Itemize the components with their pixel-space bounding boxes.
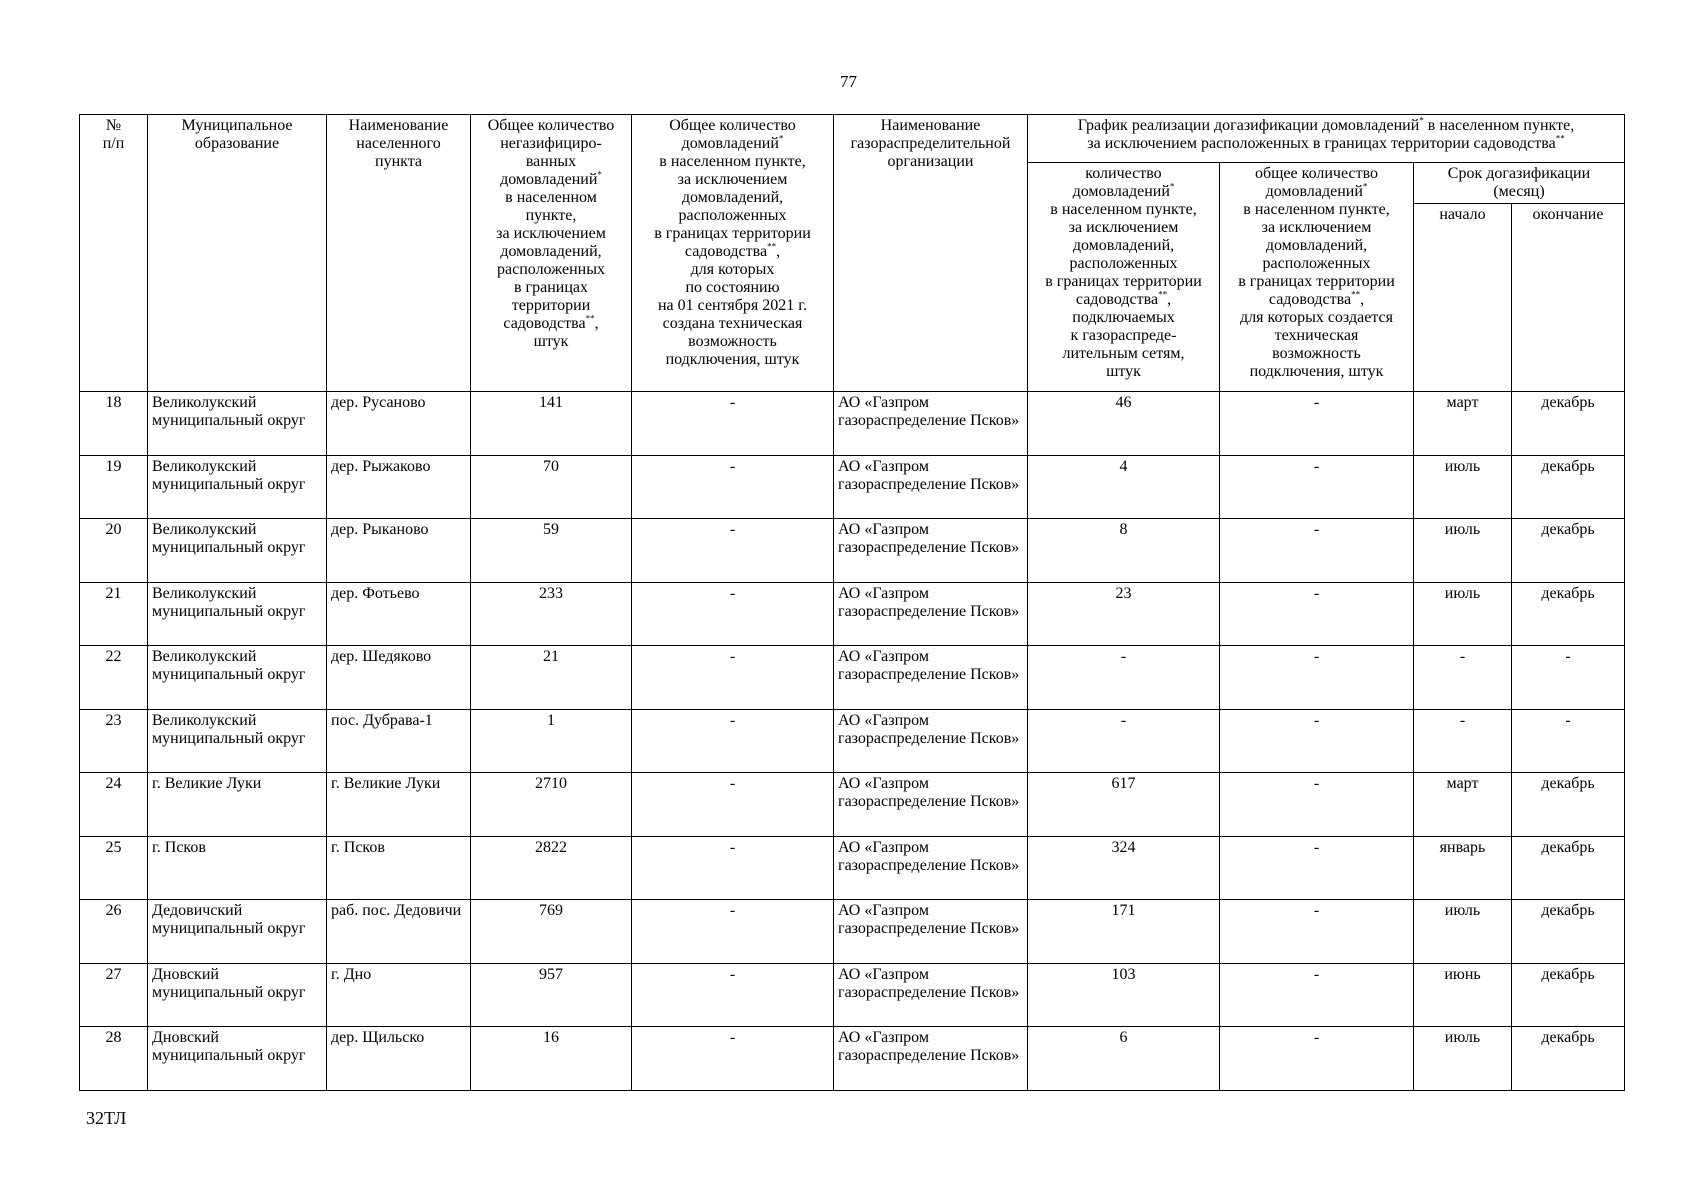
cell-start: июль bbox=[1414, 1027, 1512, 1091]
cell-num: 22 bbox=[80, 646, 148, 710]
cell-connected: - bbox=[1028, 646, 1220, 710]
gasification-schedule-table bbox=[79, 114, 1625, 1091]
cell-gdo: АО «Газпром газораспределение Псков» bbox=[834, 709, 1028, 773]
cell-total-nongas: 59 bbox=[471, 519, 632, 583]
cell-created: - bbox=[1220, 646, 1414, 710]
header-created: общее количество домовладений* в населенном пункте, за исключением домовладений, расположенных в границах территории садоводства**, для которых создается техническая возможность подключения, штук bbox=[1220, 163, 1414, 392]
cell-start: июль bbox=[1414, 519, 1512, 583]
cell-gdo: АО «Газпром газораспределение Псков» bbox=[834, 392, 1028, 456]
cell-municipality: Великолукский муниципальный округ bbox=[148, 709, 327, 773]
table-row bbox=[80, 773, 1625, 837]
cell-municipality: Великолукский муниципальный округ bbox=[148, 392, 327, 456]
cell-connected: 4 bbox=[1028, 455, 1220, 519]
cell-start: июль bbox=[1414, 900, 1512, 964]
cell-municipality: г. Псков bbox=[148, 836, 327, 900]
cell-created: - bbox=[1220, 963, 1414, 1027]
cell-total-nongas: 70 bbox=[471, 455, 632, 519]
table-row bbox=[80, 709, 1625, 773]
cell-created: - bbox=[1220, 709, 1414, 773]
cell-num: 24 bbox=[80, 773, 148, 837]
header-gdo: Наименование газораспределительной организации bbox=[834, 115, 1028, 392]
cell-settlement: г. Великие Луки bbox=[327, 773, 471, 837]
cell-total-nongas: 2822 bbox=[471, 836, 632, 900]
cell-connected: 46 bbox=[1028, 392, 1220, 456]
header-total-possible: Общее количество домовладений* в населенном пункте, за исключением домовладений, расположенных в границах территории садоводства**, для которых по состоянию на 01 сентября 2021 г. создана техническая возможность подключения, штук bbox=[632, 115, 834, 392]
table-row bbox=[80, 455, 1625, 519]
cell-total-possible: - bbox=[632, 582, 834, 646]
cell-gdo: АО «Газпром газораспределение Псков» bbox=[834, 963, 1028, 1027]
cell-total-nongas: 233 bbox=[471, 582, 632, 646]
header-end: окончание bbox=[1512, 204, 1625, 392]
cell-municipality: Дновский муниципальный округ bbox=[148, 963, 327, 1027]
cell-end: декабрь bbox=[1512, 519, 1625, 583]
cell-municipality: Дновский муниципальный округ bbox=[148, 1027, 327, 1091]
document-code: 32ТЛ bbox=[86, 1108, 127, 1128]
cell-connected: 6 bbox=[1028, 1027, 1220, 1091]
cell-created: - bbox=[1220, 1027, 1414, 1091]
cell-created: - bbox=[1220, 455, 1414, 519]
cell-total-possible: - bbox=[632, 773, 834, 837]
cell-connected: 617 bbox=[1028, 773, 1220, 837]
cell-num: 19 bbox=[80, 455, 148, 519]
cell-start: январь bbox=[1414, 836, 1512, 900]
cell-settlement: дер. Щильско bbox=[327, 1027, 471, 1091]
cell-total-nongas: 21 bbox=[471, 646, 632, 710]
cell-settlement: г. Дно bbox=[327, 963, 471, 1027]
cell-gdo: АО «Газпром газораспределение Псков» bbox=[834, 455, 1028, 519]
cell-num: 18 bbox=[80, 392, 148, 456]
cell-total-possible: - bbox=[632, 455, 834, 519]
header-connected: количество домовладений* в населенном пункте, за исключением домовладений, расположенных в границах территории садоводства**, подключаемых к газораспреде- лительным сетям, штук bbox=[1028, 163, 1220, 392]
cell-end: - bbox=[1512, 709, 1625, 773]
cell-start: март bbox=[1414, 392, 1512, 456]
cell-total-possible: - bbox=[632, 900, 834, 964]
cell-num: 23 bbox=[80, 709, 148, 773]
table-row bbox=[80, 1027, 1625, 1091]
cell-total-possible: - bbox=[632, 646, 834, 710]
cell-connected: 8 bbox=[1028, 519, 1220, 583]
cell-total-possible: - bbox=[632, 963, 834, 1027]
cell-created: - bbox=[1220, 582, 1414, 646]
header-municipality: Муниципальное образование bbox=[148, 115, 327, 392]
table-row bbox=[80, 519, 1625, 583]
cell-end: декабрь bbox=[1512, 836, 1625, 900]
cell-settlement: г. Псков bbox=[327, 836, 471, 900]
header-total-nongas: Общее количество негазифициро- ванных домовладений* в населенном пункте, за исключением домовладений, расположенных в границах территории садоводства**, штук bbox=[471, 115, 632, 392]
cell-total-possible: - bbox=[632, 836, 834, 900]
cell-settlement: дер. Русаново bbox=[327, 392, 471, 456]
cell-end: декабрь bbox=[1512, 963, 1625, 1027]
cell-municipality: г. Великие Луки bbox=[148, 773, 327, 837]
cell-connected: 103 bbox=[1028, 963, 1220, 1027]
page-number: 77 bbox=[840, 72, 857, 91]
cell-num: 25 bbox=[80, 836, 148, 900]
cell-connected: 324 bbox=[1028, 836, 1220, 900]
cell-gdo: АО «Газпром газораспределение Псков» bbox=[834, 519, 1028, 583]
cell-settlement: дер. Рыканово bbox=[327, 519, 471, 583]
table-row bbox=[80, 392, 1625, 456]
cell-gdo: АО «Газпром газораспределение Псков» bbox=[834, 582, 1028, 646]
cell-settlement: дер. Фотьево bbox=[327, 582, 471, 646]
cell-connected: - bbox=[1028, 709, 1220, 773]
cell-gdo: АО «Газпром газораспределение Псков» bbox=[834, 900, 1028, 964]
cell-total-nongas: 141 bbox=[471, 392, 632, 456]
cell-num: 27 bbox=[80, 963, 148, 1027]
cell-settlement: дер. Рыжаково bbox=[327, 455, 471, 519]
cell-gdo: АО «Газпром газораспределение Псков» bbox=[834, 836, 1028, 900]
header-start: начало bbox=[1414, 204, 1512, 392]
cell-total-nongas: 16 bbox=[471, 1027, 632, 1091]
cell-created: - bbox=[1220, 900, 1414, 964]
cell-municipality: Великолукский муниципальный округ bbox=[148, 519, 327, 583]
cell-total-possible: - bbox=[632, 519, 834, 583]
cell-created: - bbox=[1220, 392, 1414, 456]
cell-start: июнь bbox=[1414, 963, 1512, 1027]
cell-created: - bbox=[1220, 773, 1414, 837]
cell-gdo: АО «Газпром газораспределение Псков» bbox=[834, 646, 1028, 710]
cell-num: 20 bbox=[80, 519, 148, 583]
cell-total-possible: - bbox=[632, 1027, 834, 1091]
cell-num: 28 bbox=[80, 1027, 148, 1091]
cell-end: декабрь bbox=[1512, 582, 1625, 646]
cell-municipality: Дедовичский муниципальный округ bbox=[148, 900, 327, 964]
header-schedule: График реализации догазификации домовладений* в населенном пункте, за исключением расположенных в границах территории садоводства** bbox=[1028, 115, 1625, 163]
cell-total-nongas: 769 bbox=[471, 900, 632, 964]
table-row bbox=[80, 836, 1625, 900]
cell-start: - bbox=[1414, 646, 1512, 710]
cell-start: март bbox=[1414, 773, 1512, 837]
cell-settlement: дер. Шедяково bbox=[327, 646, 471, 710]
cell-municipality: Великолукский муниципальный округ bbox=[148, 455, 327, 519]
cell-settlement: пос. Дубрава-1 bbox=[327, 709, 471, 773]
cell-municipality: Великолукский муниципальный округ bbox=[148, 582, 327, 646]
cell-total-possible: - bbox=[632, 709, 834, 773]
cell-end: декабрь bbox=[1512, 773, 1625, 837]
cell-start: июль bbox=[1414, 455, 1512, 519]
cell-num: 26 bbox=[80, 900, 148, 964]
cell-municipality: Великолукский муниципальный округ bbox=[148, 646, 327, 710]
cell-start: июль bbox=[1414, 582, 1512, 646]
cell-end: декабрь bbox=[1512, 900, 1625, 964]
header-term: Срок догазификации (месяц) bbox=[1414, 163, 1625, 204]
cell-settlement: раб. пос. Дедовичи bbox=[327, 900, 471, 964]
table-row bbox=[80, 646, 1625, 710]
cell-end: - bbox=[1512, 646, 1625, 710]
cell-start: - bbox=[1414, 709, 1512, 773]
cell-total-nongas: 957 bbox=[471, 963, 632, 1027]
cell-total-nongas: 1 bbox=[471, 709, 632, 773]
cell-created: - bbox=[1220, 519, 1414, 583]
cell-gdo: АО «Газпром газораспределение Псков» bbox=[834, 773, 1028, 837]
cell-end: декабрь bbox=[1512, 392, 1625, 456]
cell-num: 21 bbox=[80, 582, 148, 646]
cell-total-nongas: 2710 bbox=[471, 773, 632, 837]
table-row bbox=[80, 963, 1625, 1027]
table-row bbox=[80, 900, 1625, 964]
cell-connected: 171 bbox=[1028, 900, 1220, 964]
cell-gdo: АО «Газпром газораспределение Псков» bbox=[834, 1027, 1028, 1091]
table-row bbox=[80, 582, 1625, 646]
header-settlement: Наименование населенного пункта bbox=[327, 115, 471, 392]
header-num: № п/п bbox=[80, 115, 148, 392]
cell-total-possible: - bbox=[632, 392, 834, 456]
cell-connected: 23 bbox=[1028, 582, 1220, 646]
cell-end: декабрь bbox=[1512, 1027, 1625, 1091]
cell-end: декабрь bbox=[1512, 455, 1625, 519]
cell-created: - bbox=[1220, 836, 1414, 900]
